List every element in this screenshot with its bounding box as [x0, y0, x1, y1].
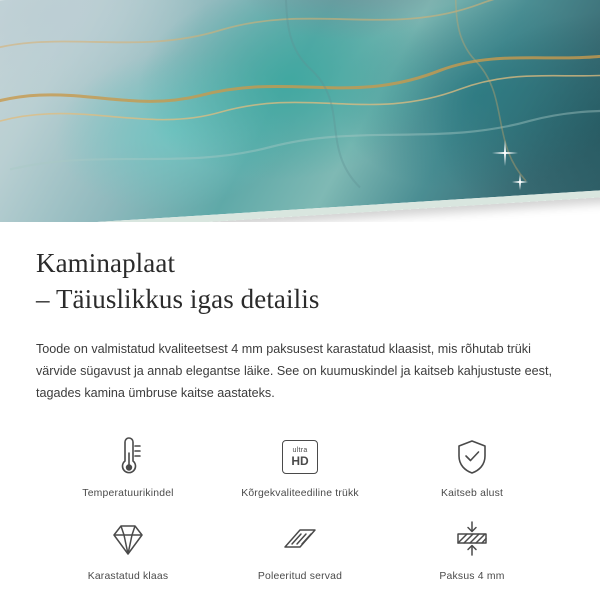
hero-image	[0, 0, 600, 222]
title-line-1: Kaminaplaat	[36, 248, 176, 278]
feature-label: Poleeritud servad	[257, 571, 343, 583]
feature-item-print-quality	[214, 434, 386, 499]
title-line-2: – Täiuslikkus igas detailis	[36, 283, 320, 314]
feature-label: Temperatuurikindel	[82, 488, 174, 500]
content-block	[0, 222, 600, 582]
feature-item-temperature	[42, 434, 214, 499]
ultra-hd-icon	[282, 434, 318, 480]
feature-item-surface-protection	[386, 434, 558, 499]
marble-veins-overlay	[0, 0, 600, 222]
ultra-hd-top-text: ultra	[292, 447, 308, 455]
polished-edges-icon	[278, 517, 322, 563]
feature-item-polished-edges	[214, 517, 386, 582]
diamond-icon	[106, 517, 150, 563]
feature-label: Karastatud klaas	[87, 571, 169, 583]
thickness-arrows-icon	[450, 517, 494, 563]
thermometer-icon	[108, 434, 148, 480]
page-title	[36, 246, 564, 317]
feature-item-tempered-glass	[42, 517, 214, 582]
feature-grid	[36, 434, 564, 582]
product-description: Toode on valmistatud kvaliteetsest 4 mm paksusest karastatud klaasist, mis rõhutab trüki värvide sügavust ja annab elegantse läike. See on kuumuskindel ja kaitseb kahjustuste eest, tagades kamina ümbruse kaitse aastateks.	[36, 342, 552, 400]
shield-check-icon	[452, 434, 492, 480]
feature-label: Paksus 4 mm	[439, 571, 505, 583]
feature-item-thickness	[386, 517, 558, 582]
feature-label: Kaitseb alust	[440, 488, 504, 500]
feature-label: Kõrgekvaliteediline trükk	[241, 488, 359, 500]
ultra-hd-bottom-text: HD	[291, 454, 309, 469]
glass-plate-image	[0, 0, 600, 222]
